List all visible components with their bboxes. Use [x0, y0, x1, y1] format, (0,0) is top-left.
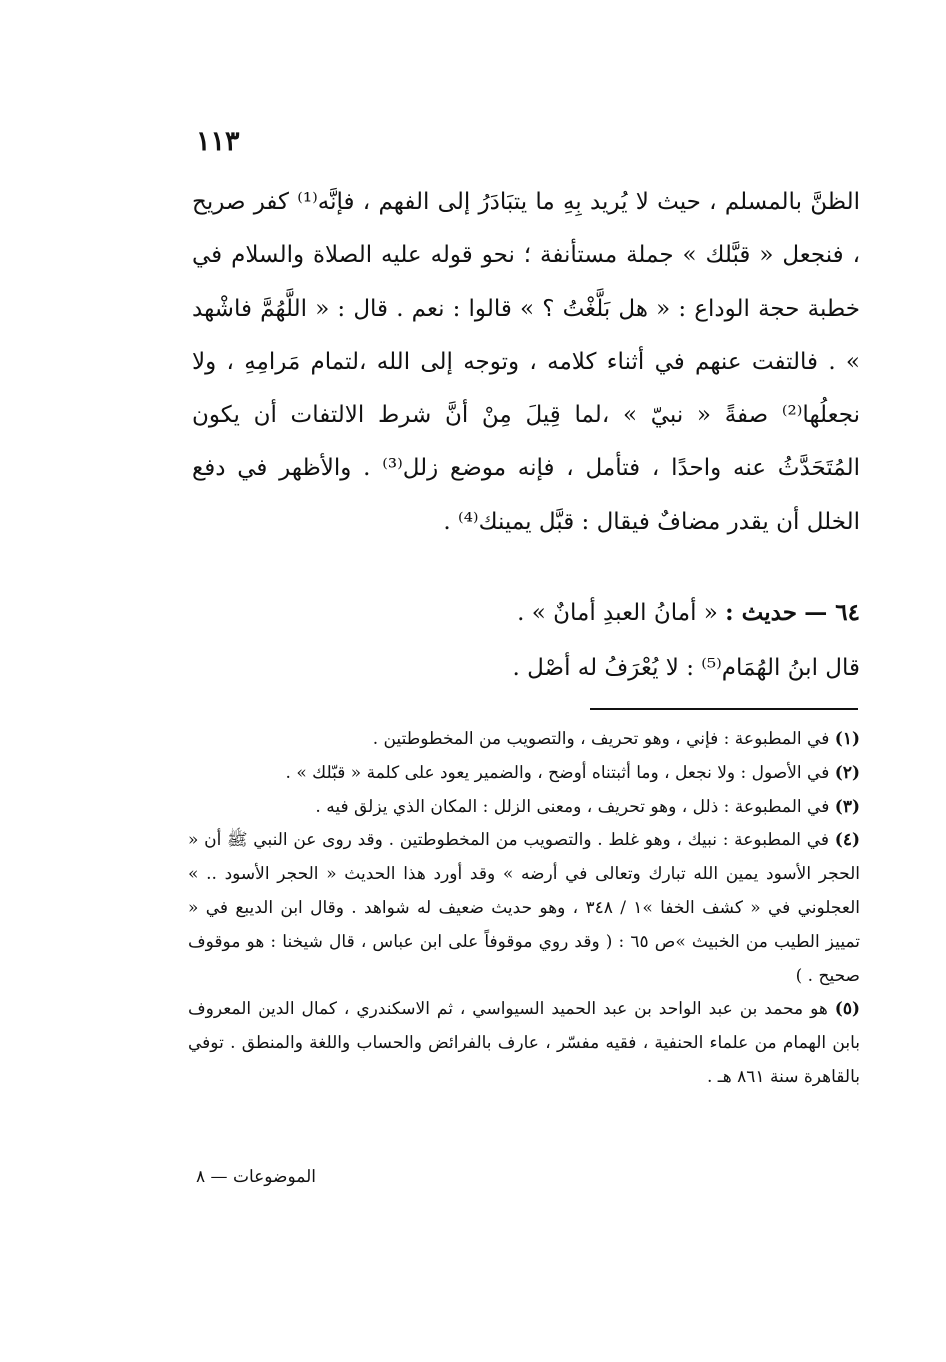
footnote-2 [188, 757, 860, 791]
footnote-text: في المطبوعة : نبيك ، وهو غلط . والتصويب من المخطوطتين . وقد روى عن النبي ﷺ أن « الحجر الأسود يمين الله تبارك وتعالى في أرضه » وقد أورد هذا الحديث « الحجر الأسود .. » العجلوني في « كشف الخفا »١ / ٣٤٨ ، وهو حديث ضعيف له شواهد . وقال ابن الديبع في « تمييز الطيب من الخبيث »ص ٦٥ : ( وقد روي موقوفاً على ابن عباس ، قال شيخنا : هو موقوف صحيح . ) [188, 830, 861, 986]
page-number: ١١٣ [196, 126, 240, 157]
main-paragraph: الظنَّ بالمسلم ، حيث لا يُريد بِهِ ما يتبَادَرُ إلى الفهم ، فإنَّه⁽¹⁾ كفر صريح ، فنجعل « قبَّلك » جملة مستأنفة ؛ نحو قوله عليه الصلاة والسلام في خطبة حجة الوداع : « هل بَلَّغْتُ ؟ » قالوا : نعم . قال : « اللَّهُمَّ فاشْهد » . فالتفت عنهم في أثناء كلامه ، وتوجه إلى الله ،لتمام مَرامِهِ ، ولا نجعلُها⁽²⁾ صفةً « نبيّ » ،لما قِيلَ مِنْ أنَّ شرط الالتفات أن يكون المُتَحَدَّثُ عنه واحدًا ، فتأمل ، فإنه موضع زلل⁽³⁾ . والأظهر في دفع الخلل أن يقدر مضافٌ فيقال : قبَّل يمينك⁽⁴⁾ . [192, 189, 860, 535]
footnote-3 [188, 791, 860, 825]
hadith-number: ٦٤ — [804, 599, 860, 626]
footnote-text: في الأصول : ولا نجعل ، وما أثبتناه أوضح ، والضمير يعود على كلمة « قبّلك » . [285, 762, 830, 783]
footnotes [188, 723, 860, 1095]
footnote-1 [188, 723, 860, 757]
footnote-number: (٣) [834, 796, 860, 817]
hadith-comment: قال ابنُ الهُمَام⁽⁵⁾ : لا يُعْرَفُ له أصْل . [512, 655, 860, 681]
footnote-number: (٥) [834, 999, 860, 1020]
hadith-entry [192, 585, 860, 696]
main-text [192, 176, 860, 549]
footnote-number: (١) [834, 729, 860, 749]
footnote-number: (٤) [834, 830, 861, 851]
footnote-text: هو محمد بن عبد الواحد بن عبد الحميد السيواسي ، ثم الاسكندري ، كمال الدين المعروف بابن الهمام من علماء الحنفية ، فقيه مفسّر ، عارف بالفرائض والحساب واللغة والمنطق . توفي بالقاهرة سنة ٨٦١ هـ . [188, 999, 860, 1087]
hadith-label: حديث : [725, 599, 797, 626]
footnote-divider [590, 708, 858, 710]
footnote-text: في المطبوعة : ذلل ، وهو تحريف ، ومعنى الزلل : المكان الذي يزلق فيه . [315, 796, 830, 817]
signature-mark: الموضوعات — ٨ [196, 1167, 317, 1187]
footnote-4 [188, 824, 860, 993]
footnote-5 [188, 993, 860, 1094]
hadith-text: « أمانُ العبدِ أمانٌ » . [517, 600, 718, 626]
hadith-line [192, 585, 860, 641]
footnote-text: في المطبوعة : فإني ، وهو تحريف ، والتصويب من المخطوطتين . [372, 729, 830, 749]
footnote-number: (٢) [834, 762, 860, 783]
